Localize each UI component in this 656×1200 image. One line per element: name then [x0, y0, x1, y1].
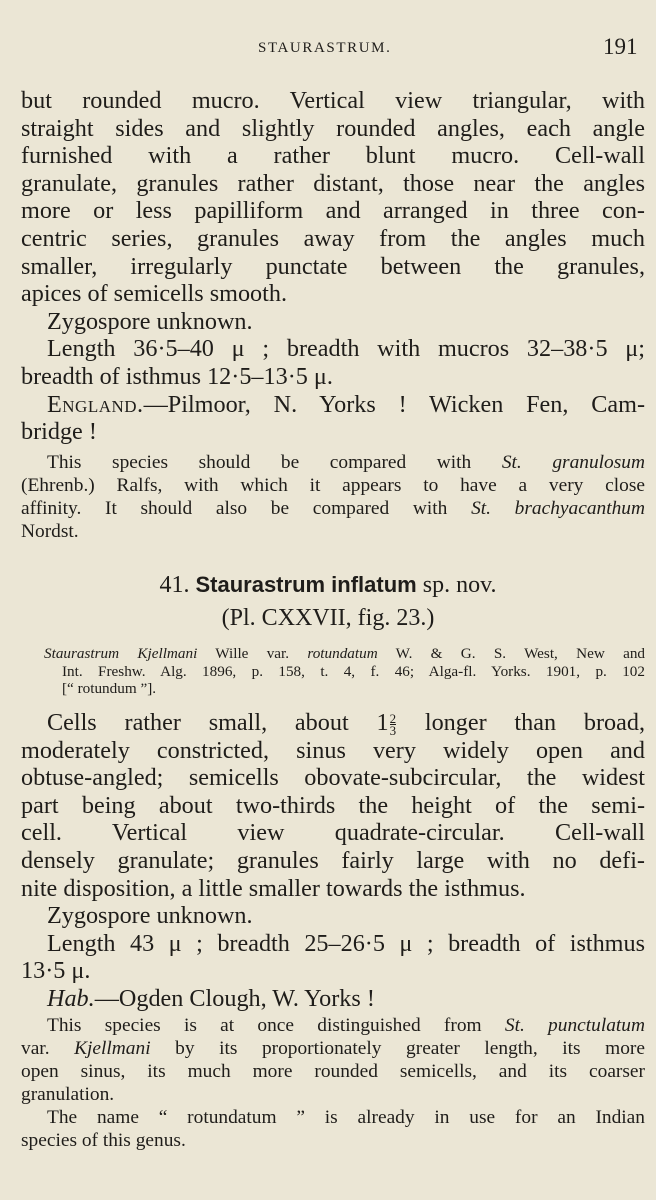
distinction-note	[21, 1014, 645, 1152]
note-line: The name “ rotundatum ” is already in use for an Indian	[47, 1107, 645, 1128]
citation-line: Staurastrum Kjellmani Wille var. rotundatum W. & G. S. West, New and	[44, 645, 646, 662]
text-line: apices of semicells smooth.	[21, 280, 288, 308]
taxon-name: Kjellmani	[74, 1038, 151, 1059]
taxon-name: St. granulosum	[501, 452, 645, 473]
running-title: STAURASTRUM.	[258, 40, 392, 56]
zygospore-line: Zygospore unknown.	[47, 307, 253, 335]
note-line: species of this genus.	[21, 1130, 186, 1151]
text-line: Cells rather small, about 1 $\frac{2}{3}$ longer than broad,	[47, 709, 645, 738]
synonymy-citation	[44, 645, 645, 698]
text-line: furnished with a rather blunt mucro. Cell-wall	[21, 142, 645, 170]
note-line: This species is at once distinguished from St. punctulatum	[47, 1015, 645, 1036]
measurement-line: Length 36·5–40 μ ; breadth with mucros 32–38·5 μ;	[47, 335, 645, 363]
taxon-name: St. punctulatum	[504, 1015, 645, 1036]
fraction: $\frac{2}{3}$	[389, 710, 397, 738]
description-continued	[21, 87, 645, 446]
measurement-line: Length 43 μ ; breadth 25–26·5 μ ; breadth of isthmus	[47, 929, 645, 957]
species-suffix: sp. nov.	[422, 572, 497, 598]
text-line: moderately constricted, sinus very widely open and	[21, 736, 645, 764]
species-heading	[0, 571, 656, 599]
region-label: England.	[47, 390, 144, 418]
text-line: cell. Vertical view quadrate-circular. Cell-wall	[21, 819, 645, 847]
note-line: granulation.	[21, 1084, 115, 1105]
text-line: more or less papilliform and arranged in three con-	[21, 197, 645, 225]
locality-line: England.—Pilmoor, N. Yorks ! Wicken Fen, Cam-	[47, 390, 645, 418]
note-line: open sinus, its much more rounded semicells, and its coarser	[21, 1061, 645, 1082]
note-line: affinity. It should also be compared with St. brachyacanthum	[21, 498, 645, 519]
text-line: centric series, granules away from the angles much	[21, 224, 645, 252]
comparison-note	[21, 451, 645, 543]
text-line: straight sides and slightly rounded angles, each angle	[21, 114, 645, 142]
species-number: 41.	[159, 572, 190, 598]
taxon-name: St. brachyacanthum	[471, 498, 645, 519]
text-line: part being about two-thirds the height of the semi-	[21, 791, 645, 819]
note-line: var. Kjellmani by its proportionately greater length, its more	[21, 1038, 645, 1059]
note-line: (Ehrenb.) Ralfs, with which it appears to have a very close	[21, 475, 645, 496]
text-line: granulate, granules rather distant, those near the angles	[21, 169, 645, 197]
locality-line: bridge !	[21, 418, 97, 446]
text-line: obtuse-angled; semicells obovate-subcircular, the widest	[21, 764, 645, 792]
note-line: Nordst.	[21, 521, 79, 542]
text-line: densely granulate; granules fairly large with no defi-	[21, 846, 645, 874]
habitat-label: Hab.	[47, 984, 95, 1012]
habitat-line: Hab.—Ogden Clough, W. Yorks !	[47, 984, 375, 1012]
citation-line: Int. Freshw. Alg. 1896, p. 158, t. 4, f. 46; Alga-fl. Yorks. 1901, p. 102	[62, 662, 645, 680]
page-number: 191	[603, 34, 638, 59]
plate-reference: (Pl. CXXVII, fig. 23.)	[221, 605, 435, 631]
text-line: nite disposition, a little smaller towards the isthmus.	[21, 874, 526, 902]
text-line: but rounded mucro. Vertical view triangular, with	[21, 87, 645, 114]
measurement-line: breadth of isthmus 12·5–13·5 μ.	[21, 362, 333, 390]
zygospore-line: Zygospore unknown.	[47, 902, 253, 930]
page-header	[0, 34, 656, 64]
citation-line: [“ rotundum ”].	[62, 680, 157, 697]
measurement-line: 13·5 μ.	[21, 957, 91, 985]
species-name: Staurastrum inflatum	[195, 572, 417, 597]
species-description	[21, 709, 645, 1013]
text-line: smaller, irregularly punctate between the granules,	[21, 252, 645, 280]
note-line: This species should be compared with St. granulosum	[47, 452, 645, 473]
